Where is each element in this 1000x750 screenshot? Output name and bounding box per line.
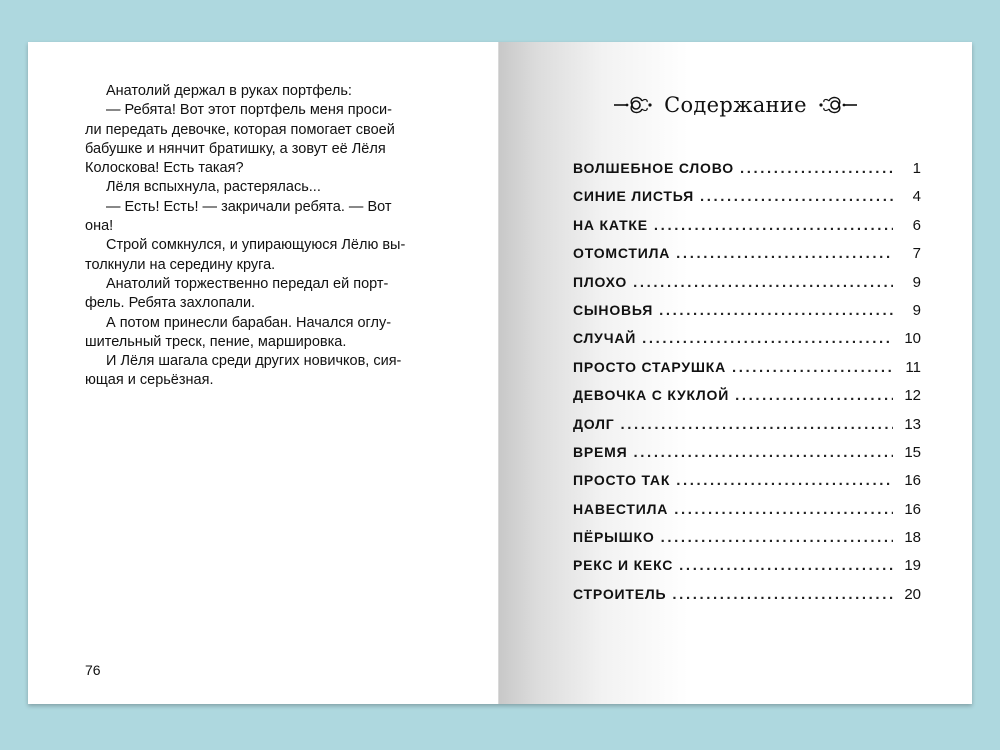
paragraph: А потом принесли барабан. Начался оглу- шительный треск, пение, маршировка. (85, 314, 392, 350)
dot-leader (661, 529, 893, 546)
toc-entry[interactable] (573, 472, 921, 500)
toc-entry-page: 15 (904, 443, 921, 461)
toc-entry-page: 9 (912, 301, 921, 319)
left-page (28, 42, 499, 704)
toc-entry-page: 16 (904, 472, 921, 490)
toc-entry[interactable] (573, 302, 921, 330)
paragraph: — Есть! Есть! — закричали ребята. — Вот она! (85, 198, 392, 235)
toc-entry-title: ДЕВОЧКА С КУКЛОЙ (573, 387, 730, 404)
toc-entry-page: 13 (904, 415, 921, 433)
toc-header (499, 92, 972, 118)
dot-leader (700, 188, 893, 205)
toc-entry-page: 18 (904, 529, 921, 547)
right-page (499, 42, 972, 704)
dot-leader (642, 330, 893, 347)
open-book (28, 42, 972, 704)
toc-entry-page: 9 (912, 273, 921, 291)
toc-entry-page: 7 (912, 245, 921, 263)
paragraph: Лёля вспыхнула, растерялась... (106, 179, 321, 196)
paragraph: Анатолий держал в руках портфель: (106, 83, 352, 99)
paragraph: Анатолий торжественно передал ей порт- фель. Ребята захлопали. (85, 275, 389, 312)
toc-entry[interactable] (573, 416, 921, 444)
toc-entry-title: СТРОИТЕЛЬ (573, 585, 667, 602)
story-text (85, 82, 453, 391)
toc-entry[interactable] (573, 160, 921, 188)
toc-entry-page: 12 (904, 387, 921, 405)
dot-leader (672, 586, 893, 603)
toc-entry-title: РЕКС И КЕКС (573, 557, 674, 574)
scroll-flourish-icon (817, 92, 859, 118)
toc-entry-page: 1 (912, 160, 921, 177)
paragraph: — Ребята! Вот этот портфель меня проси- ли передать девочке, которая помогает своей бабушке и нянчит братишку, а зовут её Лёля Колоскова! Есть такая? (85, 102, 395, 177)
toc-entry[interactable] (573, 387, 921, 415)
toc-entry-page: 10 (904, 330, 921, 348)
paragraph: Строй сомкнулся, и упирающуюся Лёлю вы- толкнули на середину круга. (85, 237, 406, 273)
toc-entry-title: СИНИЕ ЛИСТЬЯ (573, 188, 694, 205)
toc-entry-title: ОТОМСТИЛА (573, 245, 671, 262)
toc-entry[interactable] (573, 274, 921, 302)
dot-leader (676, 245, 893, 262)
toc-entry[interactable] (573, 444, 921, 472)
toc-entry-page: 20 (904, 585, 921, 603)
dot-leader (679, 557, 893, 574)
toc-entry-title: ПЛОХО (573, 273, 628, 290)
dot-leader (674, 501, 893, 518)
dot-leader (654, 217, 893, 234)
toc-entry-page: 4 (912, 188, 921, 206)
toc-entry-page: 11 (905, 358, 921, 376)
toc-entry-title: НАВЕСТИЛА (573, 500, 669, 517)
toc-entry[interactable] (573, 217, 921, 245)
page-number: 76 (85, 662, 101, 678)
table-of-contents (573, 160, 921, 614)
dot-leader (740, 160, 893, 177)
toc-entry[interactable] (573, 330, 921, 358)
toc-entry[interactable] (573, 586, 921, 614)
dot-leader (732, 359, 893, 376)
toc-entry[interactable] (573, 359, 921, 387)
dot-leader (659, 302, 893, 319)
toc-entry-page: 6 (912, 216, 921, 234)
toc-title: Содержание (664, 93, 807, 117)
toc-entry[interactable] (573, 557, 921, 585)
toc-entry-title: ВОЛШЕБНОЕ СЛОВО (573, 160, 734, 176)
toc-entry[interactable] (573, 529, 921, 557)
dot-leader (620, 416, 893, 433)
toc-entry[interactable] (573, 501, 921, 529)
toc-entry-title: ДОЛГ (573, 415, 615, 432)
dot-leader (676, 472, 893, 489)
toc-entry-title: СЛУЧАЙ (573, 330, 637, 347)
paragraph: И Лёля шагала среди других новичков, сия- ющая и серьёзная. (85, 353, 402, 389)
toc-entry-title: СЫНОВЬЯ (573, 301, 654, 318)
toc-entry-title: ПРОСТО СТАРУШКА (573, 358, 726, 375)
scroll-flourish-icon (612, 92, 654, 118)
toc-entry-title: НА КАТКЕ (573, 216, 648, 233)
dot-leader (633, 274, 893, 291)
toc-entry[interactable] (573, 188, 921, 216)
toc-entry-page: 19 (904, 557, 921, 575)
toc-entry-title: ПРОСТО ТАК (573, 472, 671, 489)
dot-leader (735, 387, 893, 404)
toc-entry[interactable] (573, 245, 921, 273)
toc-entry-page: 16 (904, 500, 921, 518)
toc-entry-title: ПЁРЫШКО (573, 529, 655, 546)
dot-leader (634, 444, 893, 461)
toc-entry-title: ВРЕМЯ (573, 443, 628, 460)
